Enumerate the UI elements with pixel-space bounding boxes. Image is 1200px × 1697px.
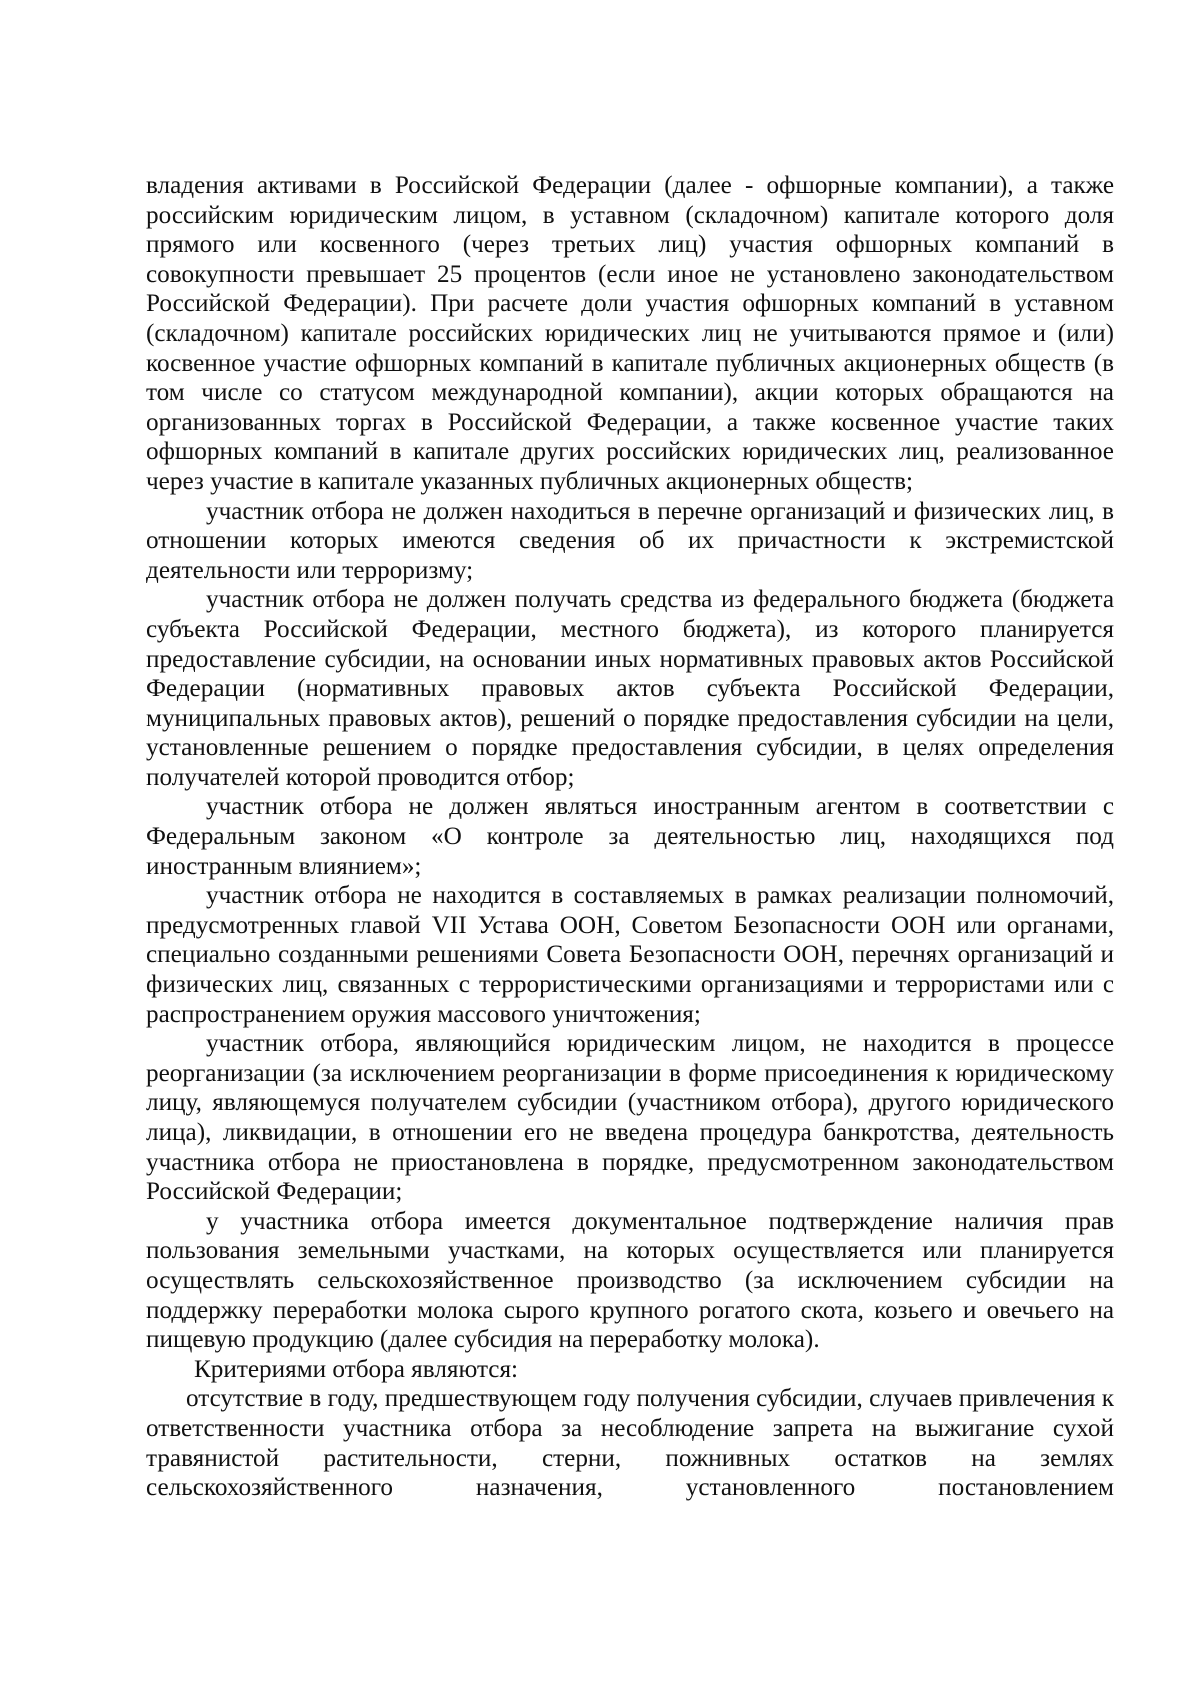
paragraph-foreign-agent: участник отбора не должен являться иностранным агентом в соответствии с Федеральным законом «О контроле за деятельностью лиц, находящихся под иностранным влиянием»; — [146, 793, 1114, 880]
paragraph-criteria-burning: отсутствие в году, предшествующем году получения субсидии, случаев привлечения к ответственности участника отбора за несоблюдение запрета на выжигание сухой травянистой растительности, стерни, пожнивных остатков на землях сельскохозяйственного назначения, установленного постановлением — [146, 1385, 1114, 1502]
paragraph-budget-funds: участник отбора не должен получать средства из федерального бюджета (бюджета субъекта Российской Федерации, местного бюджета), из которого планируется предоставление субсидии, на основании иных нормативных правовых актов Российской Федерации (нормативных правовых актов субъекта Российской Федерации, муниципальных правовых актов), решений о порядке предоставления субсидии на цели, установленные решением о порядке предоставления субсидии, в целях определения получателей которой проводится отбор; — [146, 586, 1114, 791]
paragraph-un-sanctions: участник отбора не находится в составляемых в рамках реализации полномочий, предусмотренных главой VII Устава ООН, Советом Безопасности ООН или органами, специально созданными решениями Совета Безопасности ООН, перечнях организаций и физических лиц, связанных с террористическими организациями и террористами или с распространением оружия массового уничтожения; — [146, 882, 1114, 1028]
document-body — [146, 171, 1114, 1503]
paragraph-extremism-list: участник отбора не должен находиться в перечне организаций и физических лиц, в отношении которых имеются сведения об их причастности к экстремистской деятельности или терроризму; — [146, 497, 1114, 584]
paragraph-criteria-heading: Критериями отбора являются: — [194, 1355, 519, 1383]
paragraph-land-rights: у участника отбора имеется документальное подтверждение наличия прав пользования земельными участками, на которых осуществляется или планируется осуществлять сельскохозяйственное производство (за исключением субсидии на поддержку переработки молока сырого крупного рогатого скота, козьего и овечьего на пищевую продукцию (далее субсидия на переработку молока). — [146, 1207, 1114, 1354]
paragraph-offshore-companies: владения активами в Российской Федерации (далее - офшорные компании), а также российским юридическим лицом, в уставном (складочном) капитале которого доля прямого или косвенного (через третьих лиц) участия офшорных компаний в совокупности превышает 25 процентов (если иное не установлено законодательством Российской Федерации). При расчете доли участия офшорных компаний в уставном (складочном) капитале российских юридических лиц не учитываются прямое и (или) косвенное участие офшорных компаний в капитале публичных акционерных обществ (в том числе со статусом международной компании), акции которых обращаются на организованных торгах в Российской Федерации, а также косвенное участие таких офшорных компаний в капитале других российских юридических лиц, реализованное через участие в капитале указанных публичных акционерных обществ; — [146, 172, 1114, 495]
paragraph-reorganization: участник отбора, являющийся юридическим лицом, не находится в процессе реорганизации (за исключением реорганизации в форме присоединения к юридическому лицу, являющемуся получателем субсидии (участником отбора), другого юридического лица), ликвидации, в отношении его не введена процедура банкротства, деятельность участника отбора не приостановлена в порядке, предусмотренном законодательством Российской Федерации; — [146, 1030, 1114, 1206]
